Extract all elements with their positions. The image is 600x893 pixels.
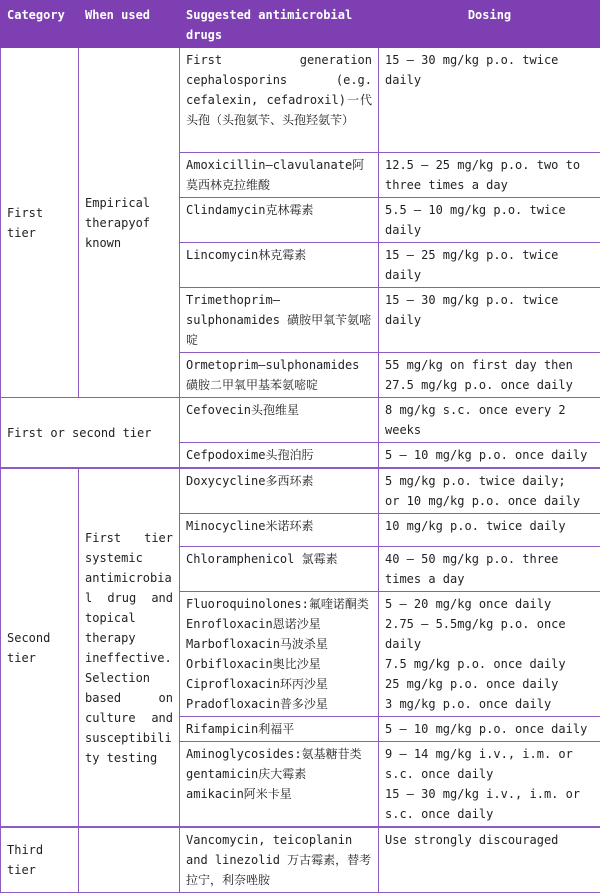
dose-cell: [379, 742, 600, 828]
dose-cell: 15 – 25 mg/kg p.o. twice daily: [379, 243, 600, 288]
header-when-used: When used: [79, 1, 180, 48]
when-used-third: [79, 827, 180, 893]
dose-cell: 15 – 30 mg/kg p.o. twice daily: [379, 288, 600, 353]
drug-line: Ciprofloxacin环丙沙星: [186, 674, 372, 694]
dose-cell: Use strongly discouraged: [379, 827, 600, 893]
table-row: [1, 827, 600, 893]
dose-line: 2.75 – 5.5mg/kg p.o. once daily: [385, 614, 594, 654]
dose-cell: [379, 592, 600, 717]
when-used-first: Empirical therapyof known: [79, 48, 180, 398]
dose-line: 25 mg/kg p.o. once daily: [385, 674, 594, 694]
drug-cell: First generation cephalosporins (e.g. cefalexin, cefadroxil)一代头孢（头孢氨苄、头孢羟氨苄）: [180, 48, 379, 153]
drug-line: amikacin阿米卡星: [186, 784, 372, 804]
dose-cell: 15 – 30 mg/kg p.o. twice daily: [379, 48, 600, 153]
header-dosing: Dosing: [379, 1, 600, 48]
dose-cell: 5 – 10 mg/kg p.o. once daily: [379, 443, 600, 469]
drug-cell: [180, 742, 379, 828]
dose-cell: [379, 547, 600, 592]
dose-line: 5 mg/kg p.o. twice daily;: [385, 471, 594, 491]
dose-cell: 12.5 – 25 mg/kg p.o. two to three times a day: [379, 153, 600, 198]
dose-line: 5 – 10 mg/kg p.o. once daily: [385, 719, 594, 739]
drug-cell: Clindamycin克林霉素: [180, 198, 379, 243]
drug-cell: Rifampicin利福平: [180, 717, 379, 742]
drug-cell: [180, 592, 379, 717]
drug-cell: Trimethoprim–sulphonamides 磺胺甲氧苄氨嘧啶: [180, 288, 379, 353]
header-row: [1, 1, 600, 48]
header-drugs: Suggested antimicrobial drugs: [180, 1, 379, 48]
dose-cell: 55 mg/kg on first day then 27.5 mg/kg p.o. once daily: [379, 353, 600, 398]
drug-line: Orbifloxacin奥比沙星: [186, 654, 372, 674]
drug-cell: Minocycline米诺环素: [180, 514, 379, 547]
table-row: [1, 468, 600, 514]
dose-line: 5 – 20 mg/kg once daily: [385, 594, 594, 614]
drug-cell: Chloramphenicol 氯霉素: [180, 547, 379, 592]
dose-line: 40 – 50 mg/kg p.o. three times a day: [385, 549, 594, 589]
tier-label-first-or-second: First or second tier: [1, 398, 180, 469]
dose-line: 3 mg/kg p.o. once daily: [385, 694, 594, 714]
dose-cell: [379, 514, 600, 547]
tier-label-third: Third tier: [1, 827, 79, 893]
dose-cell: 5.5 – 10 mg/kg p.o. twice daily: [379, 198, 600, 243]
drug-cell: Lincomycin林克霉素: [180, 243, 379, 288]
drug-line: Enrofloxacin恩诺沙星: [186, 614, 372, 634]
drug-cell: Doxycycline多西环素: [180, 468, 379, 514]
drug-cell: Cefpodoxime头孢泊肟: [180, 443, 379, 469]
drug-line: gentamicin庆大霉素: [186, 764, 372, 784]
header-category: Category: [1, 1, 79, 48]
tier-label-second: Second tier: [1, 468, 79, 827]
drug-line: Aminoglycosides:氨基糖苷类: [186, 744, 372, 764]
dose-cell: 8 mg/kg s.c. once every 2 weeks: [379, 398, 600, 443]
drug-line: Pradofloxacin普多沙星: [186, 694, 372, 714]
dose-line: 9 – 14 mg/kg i.v., i.m. or s.c. once daily: [385, 744, 594, 784]
tier-label-first: First tier: [1, 48, 79, 398]
dose-line: 15 – 30 mg/kg i.v., i.m. or s.c. once daily: [385, 784, 594, 824]
dose-cell: [379, 717, 600, 742]
drug-cell: Ormetoprim–sulphonamides 磺胺二甲氧甲基苯氨嘧啶: [180, 353, 379, 398]
dose-cell: [379, 468, 600, 514]
drug-cell: Cefovecin头孢维星: [180, 398, 379, 443]
drug-line: Fluoroquinolones:氟喹诺酮类: [186, 594, 372, 614]
drug-cell: Amoxicillin–clavulanate阿莫西林克拉维酸: [180, 153, 379, 198]
when-used-second: First tier systemic antimicrobial drug and topical therapy ineffective. Selection based on culture and susceptibility testing: [79, 468, 180, 827]
table-row: [1, 398, 600, 443]
dose-line: 10 mg/kg p.o. twice daily: [385, 516, 594, 536]
drug-cell: Vancomycin, teicoplanin and linezolid 万古霉素，替考拉宁，利奈唑胺: [180, 827, 379, 893]
table-row: [1, 48, 600, 153]
drug-line: Marbofloxacin马波杀星: [186, 634, 372, 654]
dose-line: 7.5 mg/kg p.o. once daily: [385, 654, 594, 674]
dose-line: or 10 mg/kg p.o. once daily: [385, 491, 594, 511]
